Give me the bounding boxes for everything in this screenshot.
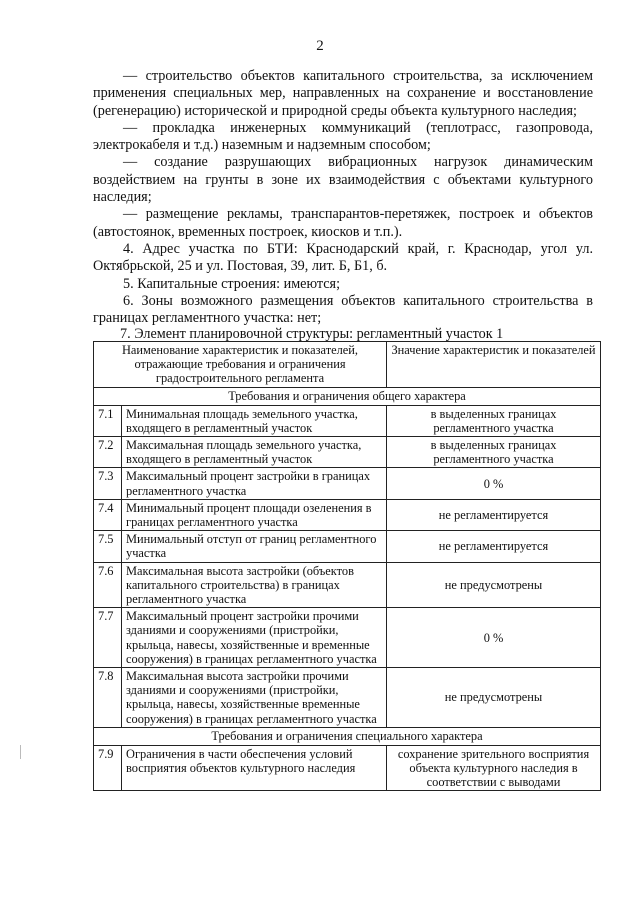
table-header-row	[94, 342, 601, 388]
row-value: в выделенных границах регламентного участка	[387, 437, 601, 468]
document-body	[93, 68, 593, 327]
table-row	[94, 608, 601, 668]
row-value: не предусмотрены	[387, 562, 601, 608]
table-row	[94, 668, 601, 728]
row-number: 7.7	[94, 608, 122, 668]
paragraph-2: — прокладка инженерных коммуникаций (теплотрасс, газопровода, электрокабеля и т.д.) наземным и надземным способом;	[93, 119, 593, 154]
table-row	[94, 437, 601, 468]
row-number: 7.6	[94, 562, 122, 608]
row-value: 0 %	[387, 608, 601, 668]
paragraph-7: 6. Зоны возможного размещения объектов капитального строительства в границах регламентного участка: нет;	[93, 292, 593, 327]
page-number: 2	[316, 38, 324, 54]
row-number: 7.8	[94, 668, 122, 728]
row-number: 7.5	[94, 531, 122, 562]
row-name: Максимальная площадь земельного участка, входящего в регламентный участок	[122, 437, 387, 468]
table-row	[94, 745, 601, 791]
table-row	[94, 499, 601, 530]
header-value-cell: Значение характеристик и показателей	[387, 342, 601, 388]
paragraph-6: 5. Капитальные строения: имеются;	[123, 275, 341, 292]
row-value: не предусмотрены	[387, 668, 601, 728]
row-value: не регламентируется	[387, 531, 601, 562]
row-name: Минимальный процент площади озеленения в границах регламентного участка	[122, 499, 387, 530]
regulation-table	[93, 341, 601, 791]
section-special-title: Требования и ограничения специального характера	[94, 727, 601, 745]
table-row	[94, 531, 601, 562]
row-value: 0 %	[387, 468, 601, 499]
row-value: в выделенных границах регламентного участка	[387, 405, 601, 436]
row-number: 7.4	[94, 499, 122, 530]
row-name: Максимальная высота застройки прочими зданиями и сооружениями (пристройки, крыльца, навесы, хозяйственные временные сооружения) в границах регламентного участка	[122, 668, 387, 728]
row-name: Максимальная высота застройки (объектов капитального строительства) в границах регламентного участка	[122, 562, 387, 608]
margin-mark	[20, 745, 21, 759]
row-number: 7.9	[94, 745, 122, 791]
row-number: 7.3	[94, 468, 122, 499]
row-value: сохранение зрительного восприятия объекта культурного наследия в соответствии с выводами	[387, 745, 601, 791]
header-name-cell: Наименование характеристик и показателей, отражающие требования и ограничения градостроительного регламента	[94, 342, 387, 388]
row-name: Минимальная площадь земельного участка, входящего в регламентный участок	[122, 405, 387, 436]
row-name: Максимальный процент застройки прочими зданиями и сооружениями (пристройки, крыльца, навесы, хозяйственные и временные сооружения) в границах регламентного участка	[122, 608, 387, 668]
table-row	[94, 562, 601, 608]
row-name: Максимальный процент застройки в границах регламентного участка	[122, 468, 387, 499]
table-row	[94, 468, 601, 499]
paragraph-1: — строительство объектов капитального строительства, за исключением применения специальных мер, направленных на сохранение и восстановление (регенерацию) исторической и природной среды объекта культурного наследия;	[93, 68, 593, 119]
row-number: 7.1	[94, 405, 122, 436]
section-general-row	[94, 387, 601, 405]
row-value: не регламентируется	[387, 499, 601, 530]
paragraph-3: — создание разрушающих вибрационных нагрузок динамическим воздействием на грунты в зоне их взаимодействия с объектами культурного наследия;	[93, 154, 593, 206]
section-general-title: Требования и ограничения общего характера	[94, 387, 601, 405]
paragraph-4: — размещение рекламы, транспарантов-перетяжек, построек и объектов (автостоянок, временных построек, киосков и т.п.).	[93, 206, 593, 240]
table-row	[94, 405, 601, 436]
row-name: Ограничения в части обеспечения условий восприятия объектов культурного наследия	[122, 745, 387, 791]
row-number: 7.2	[94, 437, 122, 468]
section-special-row	[94, 727, 601, 745]
paragraph-5: 4. Адрес участка по БТИ: Краснодарский край, г. Краснодар, угол ул. Октябрьской, 25 и ул. Постовая, 39, лит. Б, Б1, б.	[93, 240, 593, 275]
row-name: Минимальный отступ от границ регламентного участка	[122, 531, 387, 562]
table-intro: 7. Элемент планировочной структуры: регламентный участок 1	[120, 326, 504, 342]
